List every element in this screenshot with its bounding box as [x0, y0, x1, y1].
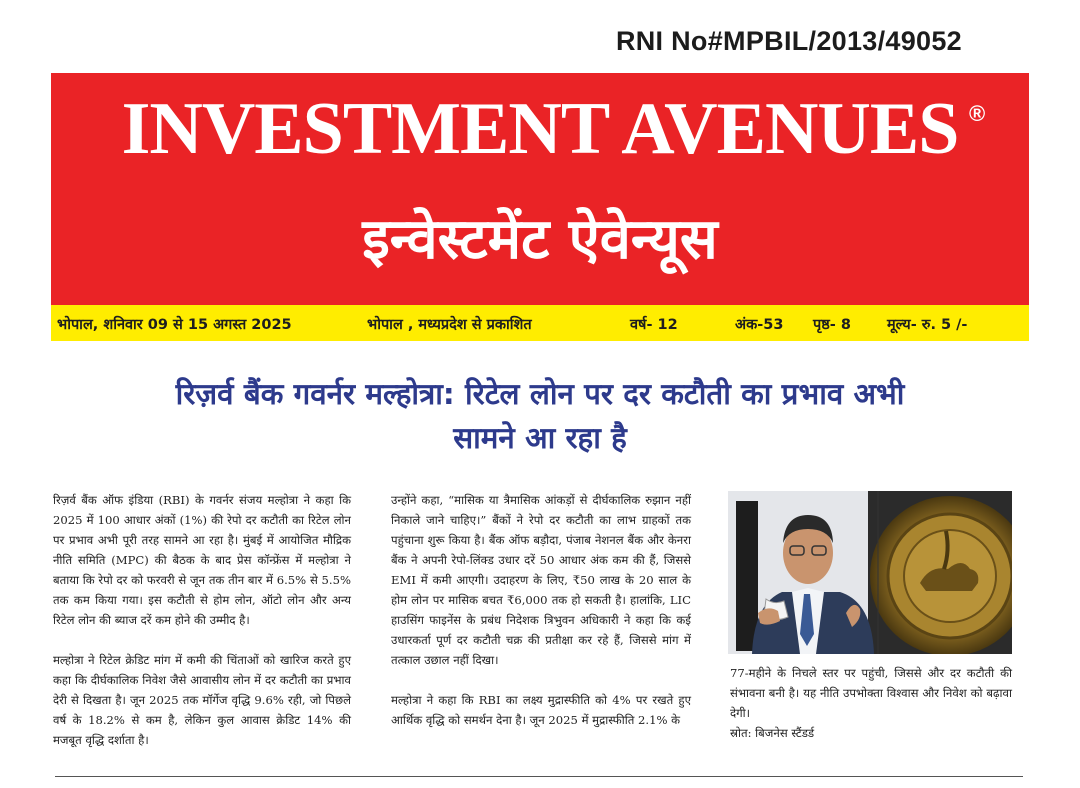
- rni-number: RNI No#MPBIL/2013/49052: [615, 26, 962, 56]
- paragraph: मल्होत्रा ने कहा कि RBI का लक्ष्य मुद्रास्फीति को 4% पर रखते हुए आर्थिक वृद्धि को समर्थन देना है। जून 2025 में मुद्रास्फीति 2.1% के: [391, 693, 691, 727]
- issue-date: भोपाल, शनिवार 09 से 15 अगस्त 2025: [57, 317, 292, 333]
- article-column-3: [730, 663, 1012, 763]
- headline-line-1: रिज़र्व बैंक गवर्नर मल्होत्रा: रिटेल लोन पर दर कटौती का प्रभाव अभी: [175, 377, 905, 411]
- article-column-2: [391, 490, 691, 750]
- paragraph: उन्होंने कहा, “मासिक या त्रैमासिक आंकड़ों से दीर्घकालिक रुझान नहीं निकाले जाने चाहिए।” बैंकों ने रेपो दर कटौती का लाभ ग्राहकों तक पहुंचाना शुरू किया है। बैंक ऑफ बड़ौदा, पंजाब नेशनल बैंक और केनरा बैंक ने अपनी रेपो-लिंक्ड उधार दरें 50 आधार अंक कम की हैं, जिससे EMI में कमी आएगी। उदाहरण के लिए, ₹50 लाख के 20 साल के होम लोन पर मासिक बचत ₹6,000 तक हो सकती है। हालांकि, LIC हाउसिंग फाइनेंस के प्रबंध निदेशक त्रिभुवन अधिकारी ने कहा कि कई उधारकर्ता पूर्ण दर कटौती चक्र की प्रतीक्षा कर रहे हैं, जिससे मांग में तत्काल उछाल नहीं दिखा।: [391, 493, 691, 667]
- masthead-title-english: INVESTMENT AVENUES: [121, 88, 959, 170]
- headline-line-2: सामने आ रहा है: [453, 421, 627, 455]
- article-column-1: [53, 490, 351, 770]
- price: मूल्य- रु. 5 /-: [887, 317, 968, 333]
- rbi-governor-photo: [728, 491, 1012, 654]
- issue-number: अंक-53: [735, 317, 784, 333]
- paragraph: 77-महीने के निचले स्तर पर पहुंची, जिससे और दर कटौती की संभावना बनी है। यह नीति उपभोक्ता विश्वास और निवेश को बढ़ावा देगी।: [730, 666, 1012, 720]
- masthead: [51, 73, 1029, 305]
- article-headline: [60, 372, 1020, 460]
- info-bar: [51, 305, 1029, 341]
- publish-place: भोपाल , मध्यप्रदेश से प्रकाशित: [367, 317, 532, 333]
- bottom-divider: [55, 776, 1023, 777]
- page-count: पृष्ठ- 8: [813, 317, 851, 333]
- masthead-title-hindi: इन्वेस्टमेंट ऐवेन्यूस: [362, 207, 718, 272]
- volume-year: वर्ष- 12: [630, 317, 678, 333]
- source-credit: स्रोत: बिजनेस स्टैंडर्ड: [730, 726, 815, 740]
- registered-mark: ®: [969, 101, 986, 126]
- paragraph: रिज़र्व बैंक ऑफ इंडिया (RBI) के गवर्नर संजय मल्होत्रा ने कहा कि 2025 में 100 आधार अंकों (1%) की रेपो दर कटौती का रिटेल लोन पर प्रभाव अभी पूरी तरह सामने आ रहा है। मुंबई में आयोजित मौद्रिक नीति समिति (MPC) की बैठक के बाद प्रेस कॉन्फ्रेंस में मल्होत्रा ने बताया कि रेपो दर को फरवरी से जून तक तीन बार में 6.5% से 5.5% तक कम किया गया। इस कटौती से होम लोन, ऑटो लोन और अन्य रिटेल लोन की ब्याज दरें कम होने की उम्मीद है।: [53, 493, 351, 627]
- paragraph: मल्होत्रा ने रिटेल क्रेडिट मांग में कमी की चिंताओं को खारिज करते हुए कहा कि दीर्घकालिक निवेश जैसे आवासीय लोन में दर कटौती का प्रभाव देरी से दिखता है। जून 2025 तक मॉर्गेज वृद्धि 9.6% रही, जो पिछले वर्ष के 18.2% से कम है, लेकिन कुल आवास क्रेडिट 14% की मजबूत वृद्धि दर्शाता है।: [53, 653, 351, 747]
